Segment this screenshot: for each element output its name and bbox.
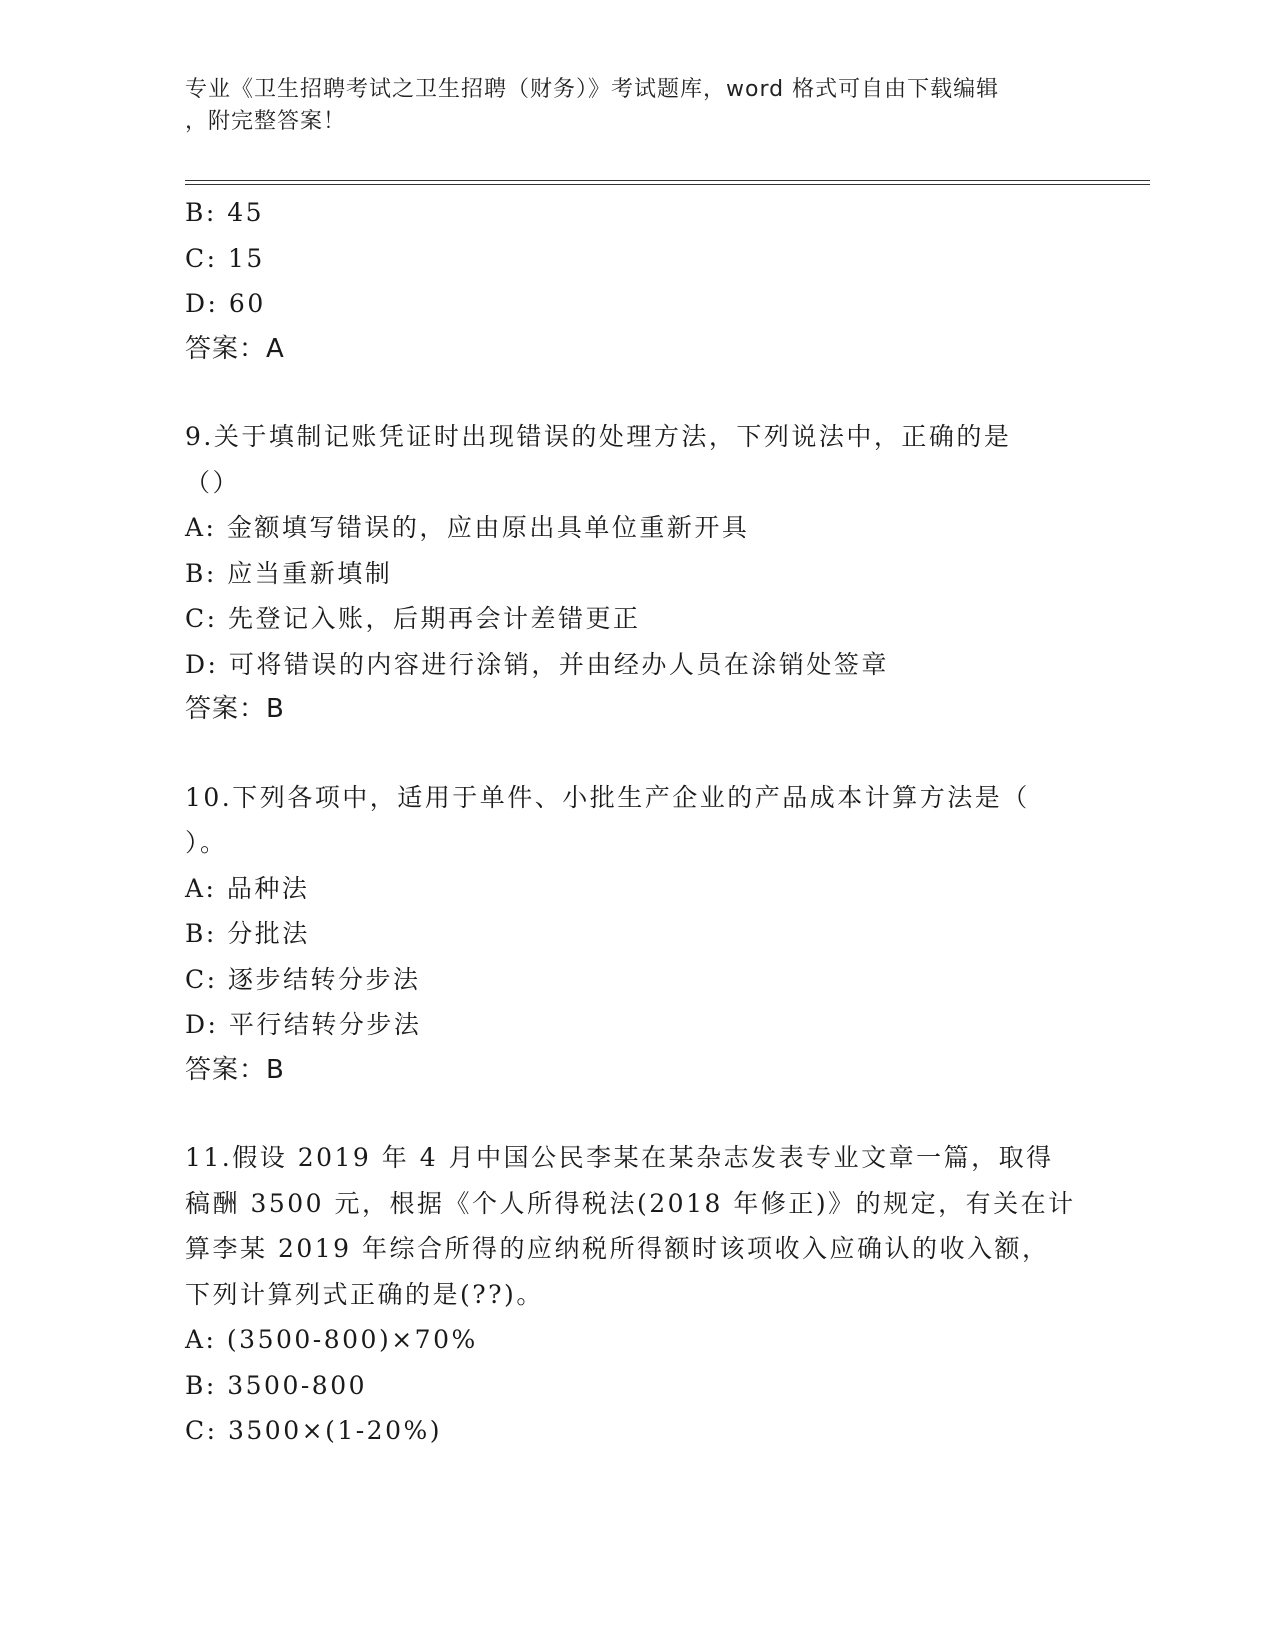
question-content: [185, 190, 1085, 1454]
q10-stem-line-1: 10.下列各项中，适用于单件、小批生产企业的产品成本计算方法是（: [185, 782, 1030, 812]
q8-option-b: B: 45: [185, 198, 265, 227]
q9-stem-line-2: （）: [185, 467, 241, 497]
q9-option-a: A: 金额填写错误的，应由原出具单位重新开具: [185, 513, 750, 542]
q8-answer: 答案：A: [185, 333, 285, 364]
q8-option-c: C: 15: [185, 243, 265, 273]
q9-stem-line-1: 9.关于填制记账凭证时出现错误的处理方法，下列说法中，正确的是: [185, 422, 1012, 451]
q11-stem-line-4: 下列计算列式正确的是(??)。: [185, 1279, 544, 1309]
q10-answer: 答案：B: [185, 1054, 285, 1085]
q9-answer: 答案：B: [185, 694, 285, 724]
header-line-2: ，附完整答案！: [185, 109, 347, 134]
spacer: [185, 733, 1085, 775]
q11-stem-line-1: 11.假设 2019 年 4 月中国公民李某在某杂志发表专业文章一篇，取得: [185, 1143, 1054, 1172]
q10-option-d: D: 平行结转分步法: [185, 1010, 422, 1039]
q9-option-c: C: 先登记入账，后期再会计差错更正: [185, 604, 641, 633]
q9-option-b: B: 应当重新填制: [185, 558, 393, 588]
q11-stem-line-2: 稿酬 3500 元，根据《个人所得税法(2018 年修正)》的规定，有关在计: [185, 1188, 1076, 1218]
q10-option-b: B: 分批法: [185, 919, 310, 948]
question-8: [185, 190, 1085, 372]
q9-option-d: D: 可将错误的内容进行涂销，并由经办人员在涂销处签章: [185, 649, 889, 679]
spacer: [185, 372, 1085, 414]
question-9: [185, 414, 1085, 733]
q10-stem-line-2: ）。: [185, 828, 228, 857]
question-10: [185, 775, 1085, 1094]
q11-option-a: A: (3500-800)×70%: [185, 1325, 478, 1354]
q11-option-b: B: 3500-800: [185, 1370, 368, 1400]
document-header: [185, 74, 1065, 138]
header-divider-top: [185, 180, 1150, 181]
header-divider-bottom: [185, 184, 1150, 185]
q8-option-d: D: 60: [185, 289, 266, 318]
q11-stem-line-3: 算李某 2019 年综合所得的应纳税所得额时该项收入应确认的收入额，: [185, 1234, 1050, 1263]
q10-option-a: A: 品种法: [185, 873, 310, 903]
question-11: [185, 1135, 1085, 1454]
header-line-1: 专业《卫生招聘考试之卫生招聘（财务）》考试题库，word 格式可自由下载编辑: [185, 77, 1000, 102]
q10-option-c: C: 逐步结转分步法: [185, 964, 421, 994]
spacer: [185, 1093, 1085, 1135]
q11-option-c: C: 3500×(1-20%): [185, 1416, 442, 1445]
